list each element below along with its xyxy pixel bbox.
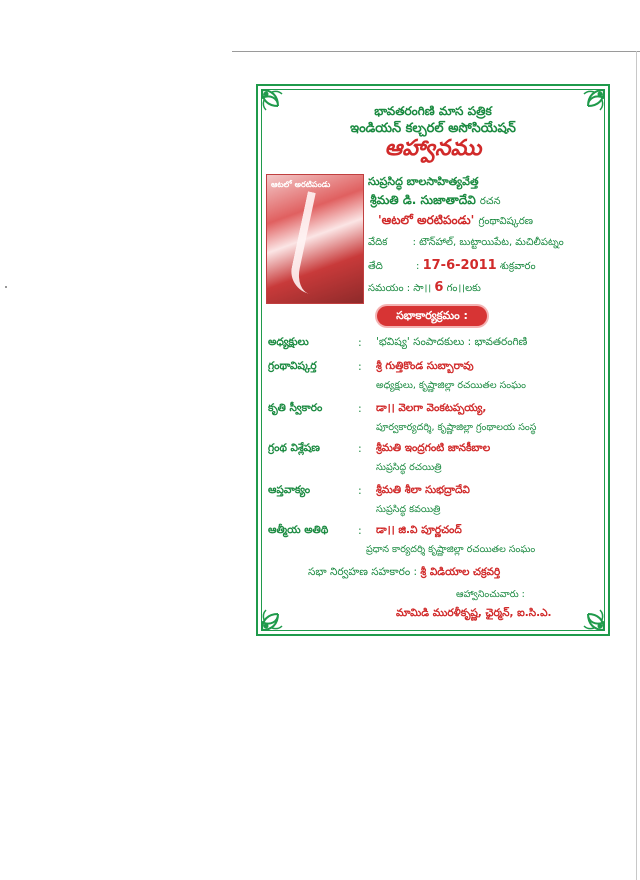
invitation-heading: ఆహ్వానము — [384, 136, 482, 161]
program-role: అధ్యక్షులు — [268, 336, 309, 348]
program-person: శ్రీ గుత్తికొండ సుబ్బారావు — [376, 360, 474, 372]
scan-edge-right — [636, 51, 637, 880]
author-intro: సుప్రసిద్ధ బాలసాహిత్యవేత్త — [368, 175, 479, 188]
program-person-desc: అధ్యక్షులు, కృష్ణాజిల్లా రచయితల సంఘం — [376, 380, 526, 391]
conductor-name: శ్రీ విడియాల చక్రవర్తి — [420, 566, 501, 578]
program-person: శ్రీమతి శీలా సుభద్రాదేవి — [376, 484, 470, 496]
program-role: ఆప్తవాక్యం — [268, 484, 311, 496]
author-line — [370, 193, 500, 210]
date-label: తేది — [368, 261, 383, 272]
book-title: 'ఆటలో అరటిపండు' — [378, 213, 475, 227]
time-value: 6 — [434, 280, 444, 295]
program-role: కృతి స్వీకారం — [268, 402, 323, 414]
program-person-desc: సుప్రసిద్ధ కవయిత్రి — [376, 504, 441, 515]
book-suffix: గ్రంథావిష్కరణ — [478, 216, 534, 227]
program-row: కృతి స్వీకారం : డా।। వెలగా వెంకటప్పయ్య, — [268, 402, 487, 415]
time-prefix: : సా।। — [406, 283, 432, 294]
book-cover-image — [266, 174, 364, 304]
association-name: ఇండియన్ కల్చరల్ అసోసియేషన్ — [350, 121, 516, 136]
venue-line — [368, 236, 564, 250]
program-person-desc: సుప్రసిద్ధ రచయిత్రి — [376, 462, 442, 473]
conductor-line — [308, 566, 500, 581]
cover-artwork — [287, 191, 353, 298]
program-title-badge: సభాకార్యక్రమం : — [377, 306, 487, 326]
venue-value: : టౌన్‌హాల్, బుట్టాయిపేట, మచిలీపట్నం — [412, 237, 564, 248]
date-day: శుక్రవారం — [499, 261, 536, 272]
scan-speck — [5, 286, 7, 288]
cover-title: ఆటలో అరటిపండు — [271, 180, 331, 189]
time-line — [368, 280, 481, 296]
program-row: ఆప్తవాక్యం : శ్రీమతి శీలా సుభద్రాదేవి — [268, 484, 470, 497]
book-line — [378, 213, 533, 230]
program-row: గ్రంథ విశ్లేషణ : శ్రీమతి ఇంద్రగంటి జానకీబాల — [268, 442, 491, 455]
program-person: డా।। వెలగా వెంకటప్పయ్య, — [376, 402, 487, 414]
date-value: 17-6-2011 — [422, 258, 497, 273]
conductor-label: సభా నిర్వహణ సహకారం : — [308, 566, 418, 578]
program-row: ఆత్మీయ అతిథి : డా।। జి.వి పూర్ణచంద్ — [268, 524, 462, 537]
program-row: అధ్యక్షులు : 'భవిష్య' సంపాదకులు : భావతరంగిణి — [268, 336, 528, 349]
program-row: గ్రంథావిష్కర్త : శ్రీ గుత్తికొండ సుబ్బారావు — [268, 360, 474, 373]
scan-edge-top — [232, 51, 640, 52]
time-label: సమయం — [368, 283, 404, 294]
program-role: గ్రంథ విశ్లేషణ — [268, 442, 320, 454]
magazine-name: భావతరంగిణి మాస పత్రిక — [374, 104, 492, 118]
program-role: గ్రంథావిష్కర్త — [268, 360, 317, 372]
program-person-desc: పూర్వకార్యదర్శి, కృష్ణాజిల్లా గ్రంథాలయ సంస్థ — [376, 422, 537, 433]
program-person: 'భవిష్య' సంపాదకులు : భావతరంగిణి — [376, 336, 528, 348]
invitation-card — [256, 84, 610, 636]
program-person: డా।। జి.వి పూర్ణచంద్ — [376, 524, 462, 536]
program-person: శ్రీమతి ఇంద్రగంటి జానకీబాల — [376, 442, 491, 454]
inviter-label: ఆహ్వానించువారు : — [456, 589, 525, 600]
inviter-name: మామిడి మురళీకృష్ణ, ఛైర్మన్, ఐ.సి.ఎ. — [396, 607, 552, 619]
date-line: తేది : 17-6-2011 శుక్రవారం — [368, 258, 536, 273]
corner-ornament-icon — [258, 598, 294, 634]
venue-label: వేదిక — [368, 237, 388, 248]
program-role: ఆత్మీయ అతిథి — [268, 524, 329, 536]
program-person-desc: ప్రధాన కార్యదర్శి కృష్ణాజిల్లా రచయితల సంఘం — [366, 544, 536, 555]
author-name: శ్రీమతి డి. సుజాతాదేవి — [370, 193, 476, 207]
author-suffix: రచన — [479, 196, 501, 207]
corner-ornament-icon — [572, 598, 608, 634]
time-suffix: గం।।లకు — [446, 283, 481, 294]
